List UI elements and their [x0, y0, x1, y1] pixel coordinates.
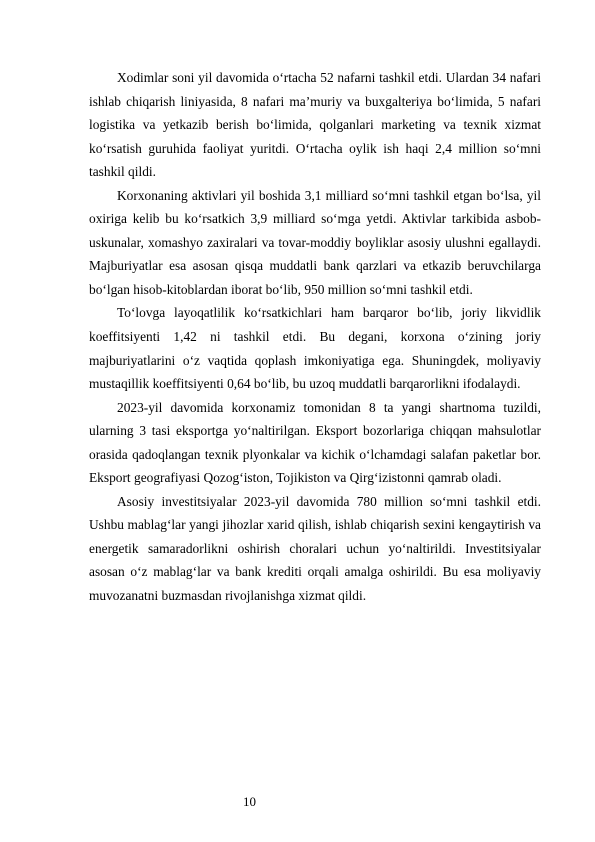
paragraph-assets: Korxonaning aktivlari yil boshida 3,1 milliard so‘mni tashkil etgan bo‘lsa, yil oxiriga kelib bu ko‘rsatkich 3,9 milliard so‘mga yetdi. Aktivlar tarkibida asbob-uskunalar, xomashyo zaxiralari va tovar-moddiy boyliklar asosiy ulushni egallaydi. Majburiyatlar esa asosan qisqa muddatli bank qarzlari va etkazib beruvchilarga bo‘lgan hisob-kitoblardan iborat bo‘lib, 950 million so‘mni tashkil etdi.	[89, 187, 541, 297]
paragraph-solvency: To‘lovga layoqatlilik ko‘rsatkichlari ham barqaror bo‘lib, joriy likvidlik koeffitsiyenti 1,42 ni tashkil etdi. Bu degani, korxona o‘zining joriy majburiyatlarini o‘z vaqtida qoplash imkoniyatiga ega. Shuningdek, moliyaviy mustaqillik koeffitsiyenti 0,64 bo‘lib, bu uzoq muddatli barqarorlikni ifodalaydi.	[89, 305, 541, 392]
paragraph-staff: Xodimlar soni yil davomida o‘rtacha 52 nafarni tashkil etdi. Ulardan 34 nafari ishlab chiqarish liniyasida, 8 nafari ma’muriy va buxgalteriya bo‘limida, 5 nafari logistika va yetkazib berish bo‘limida, qolganlari marketing va texnik xizmat ko‘rsatish guruhida faoliyat yuritdi. O‘rtacha oylik ish haqi 2,4 million so‘mni tashkil qildi.	[89, 70, 541, 180]
body-text	[89, 66, 541, 608]
paragraph-export: 2023-yil davomida korxonamiz tomonidan 8 ta yangi shartnoma tuzildi, ularning 3 tasi eksportga yo‘naltirilgan. Eksport bozorlariga chiqqan mahsulotlar orasida qadoqlangan texnik plyonkalar va kichik o‘lchamdagi salafan paketlar bor. Eksport geografiyasi Qozog‘iston, Tojikiston va Qirg‘izistonni qamrab oladi.	[89, 399, 541, 486]
page-number: 10	[243, 794, 256, 809]
paragraph-investment: Asosiy investitsiyalar 2023-yil davomida 780 million so‘mni tashkil etdi. Ushbu mablag‘lar yangi jihozlar xarid qilish, ishlab chiqarish sexini kengaytirish va energetik samaradorlikni oshirish choralari uchun yo‘naltirildi. Investitsiyalar asosan o‘z mablag‘lar va bank krediti orqali amalga oshirildi. Bu esa moliyaviy muvozanatni buzmasdan rivojlanishga xizmat qildi.	[89, 493, 541, 604]
